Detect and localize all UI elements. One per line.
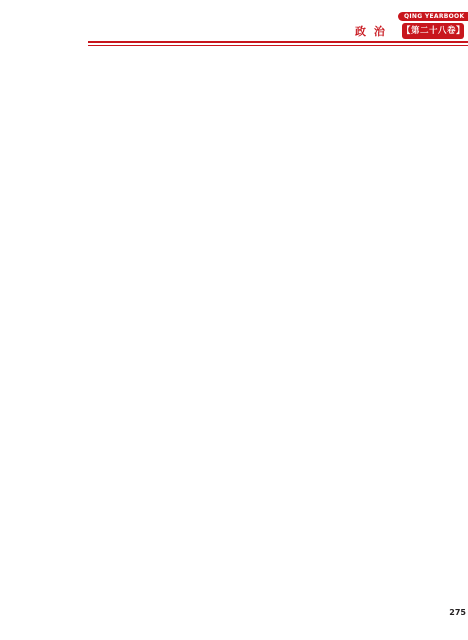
running-header <box>0 0 468 38</box>
yearbook-banner <box>398 12 468 21</box>
text-column-2 <box>220 52 340 588</box>
header-rule <box>88 41 468 43</box>
header-rule-thin <box>88 45 468 46</box>
text-column-1 <box>92 52 212 588</box>
page-number: 275 <box>449 608 466 617</box>
volume-badge: 【第二十八卷】 <box>402 23 464 39</box>
section-title: 政 治 <box>355 25 387 38</box>
yearbook-label: QING YEARBOOK <box>404 13 465 20</box>
text-column-3 <box>346 52 466 588</box>
